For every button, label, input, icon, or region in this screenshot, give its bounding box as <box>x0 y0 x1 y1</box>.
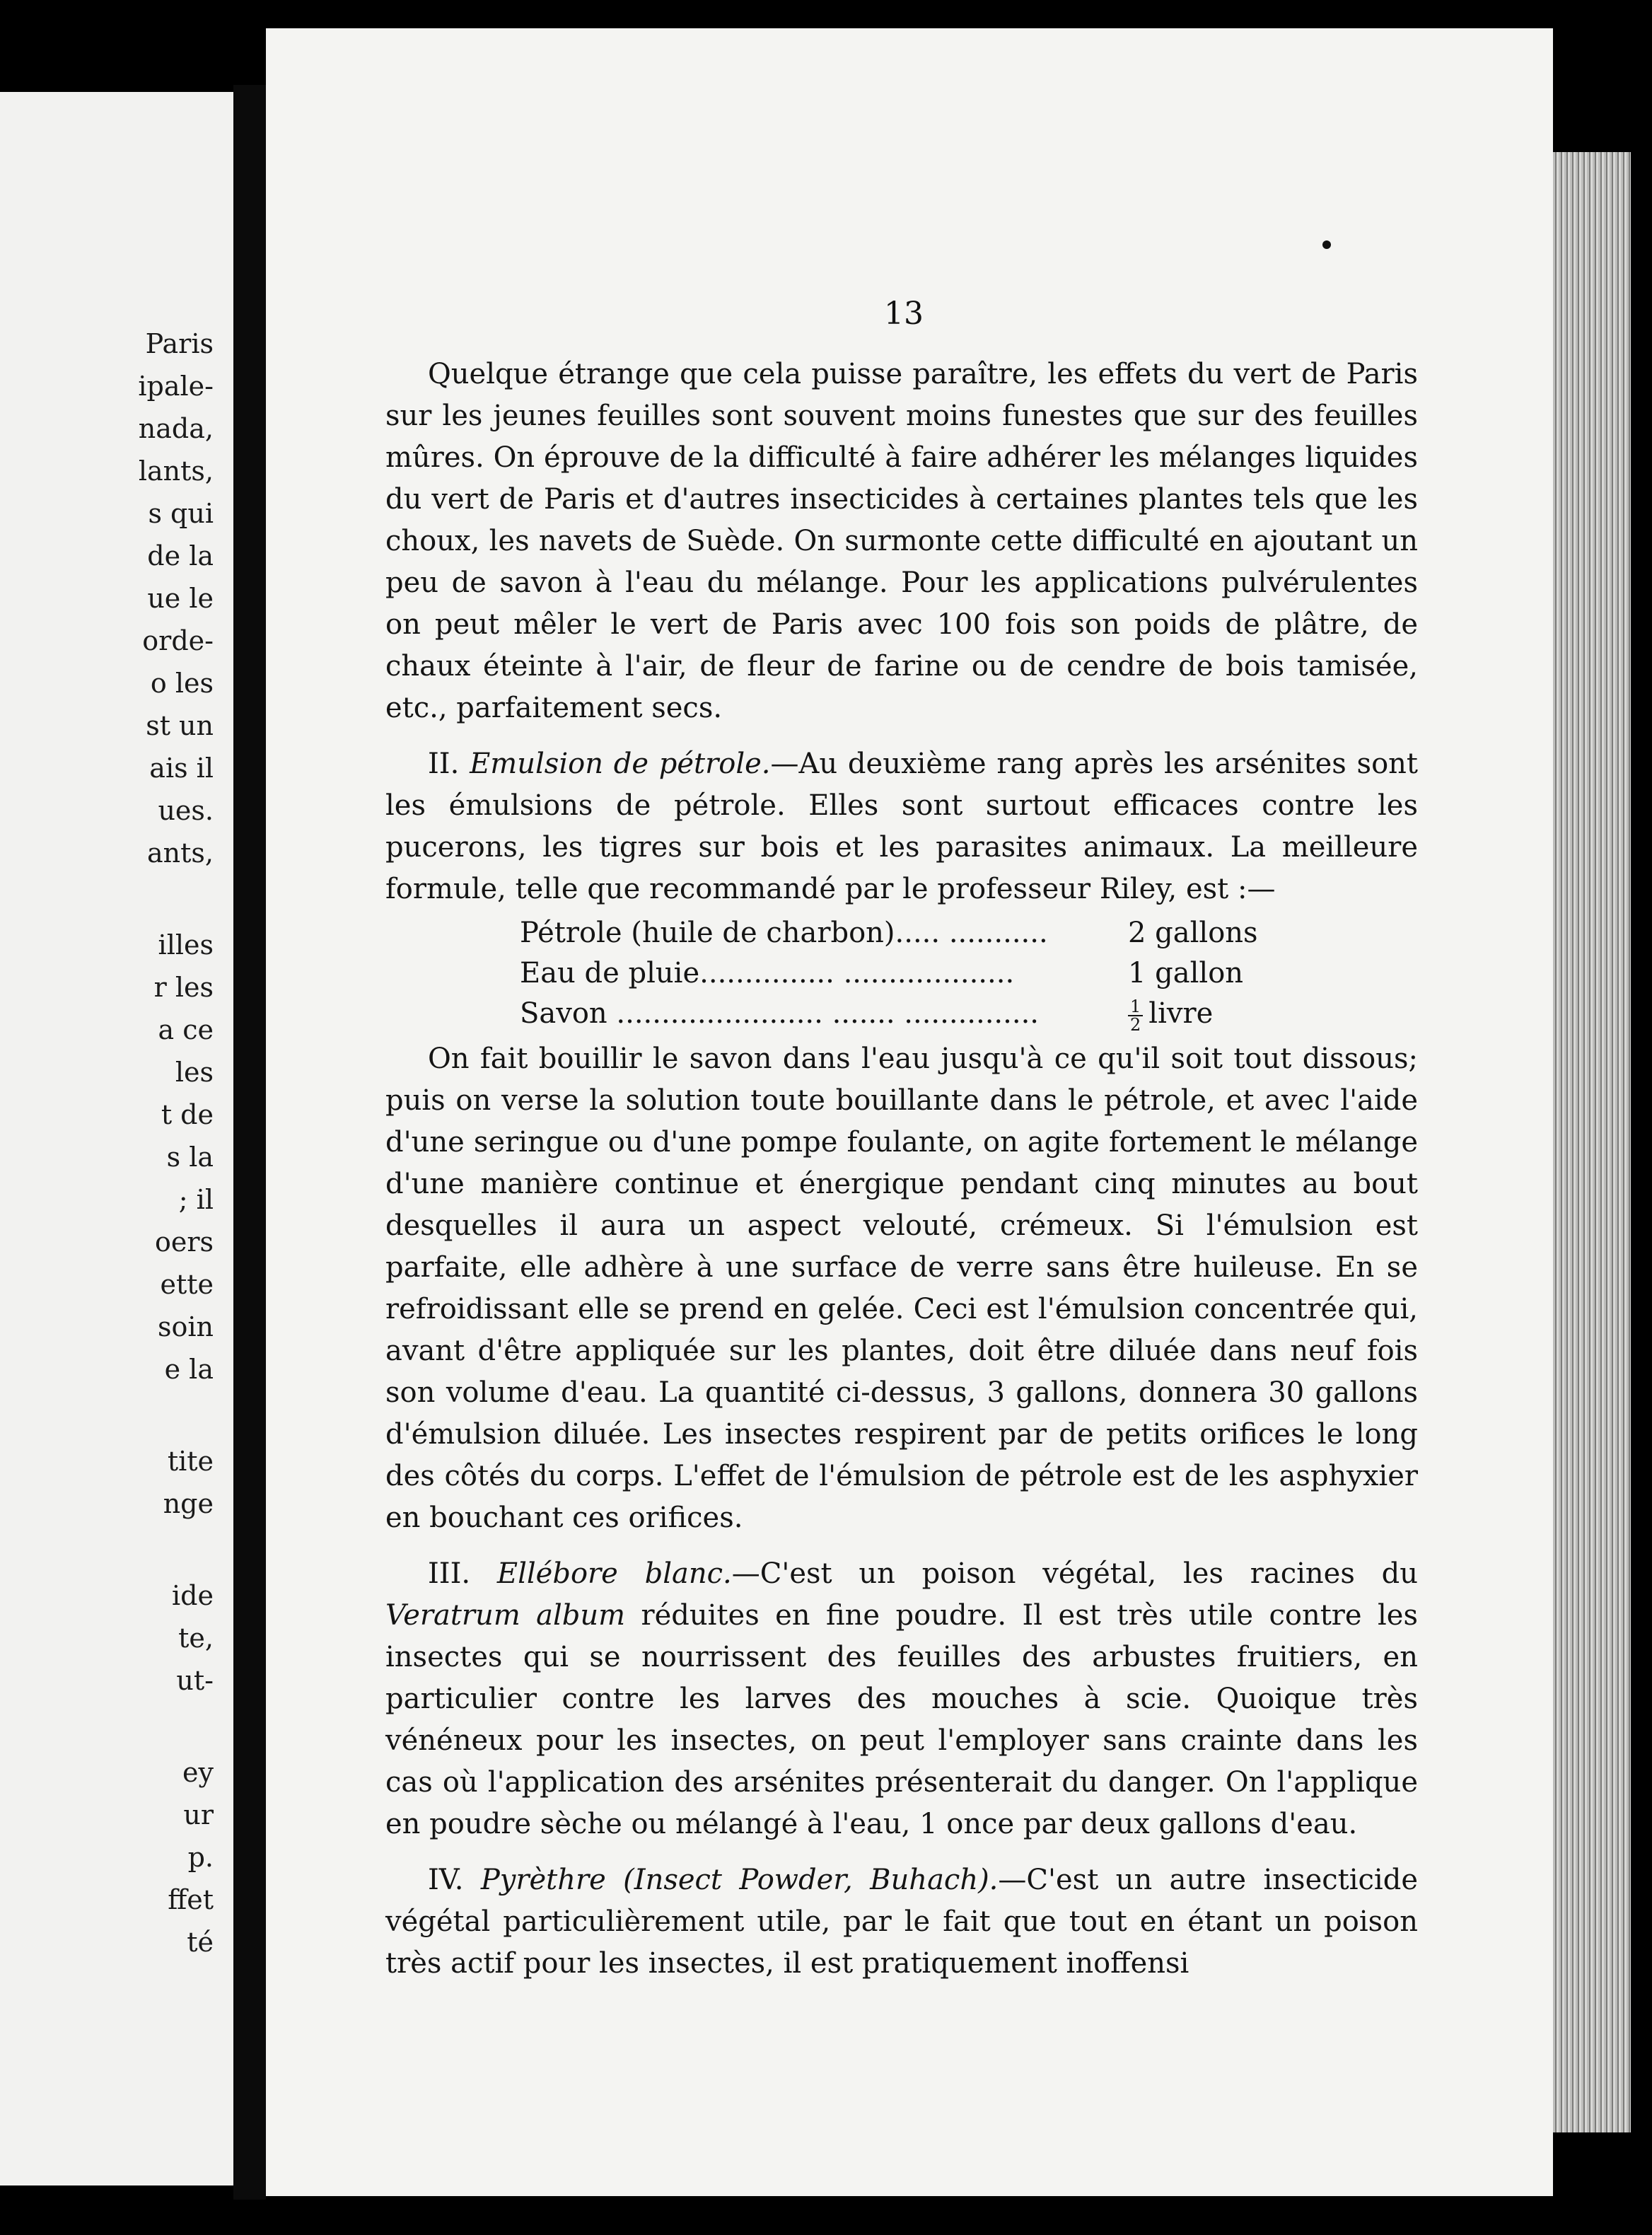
left-fragment-line: r les <box>153 972 214 1003</box>
left-fragment-line: té <box>187 1927 214 1958</box>
page-body <box>385 354 1418 1985</box>
left-fragment-line: Paris <box>145 328 214 359</box>
fraction-numerator: 1 <box>1128 998 1143 1016</box>
left-fragment-line: st un <box>146 710 214 741</box>
section-number: II. <box>428 748 460 780</box>
left-page-fragment <box>0 92 233 2185</box>
paragraph-vert-de-paris: Quelque étrange que cela puisse paraître, les effets du vert de Paris sur les jeunes feuilles sont souvent moins funestes que sur des feuilles mûres. On éprouve de la difficulté à faire adhérer les mélanges liquides du vert de Paris et d'autres insecticides à certaines plantes tels que les choux, les navets de Suède. On surmonte cette difficulté en ajoutant un peu de savon à l'eau du mélange. Pour les applications pulvérulentes on peut mêler le vert de Paris avec 100 fois son poids de plâtre, de chaux éteinte à l'air, de fleur de farine ou de cendre de bois tamisée, etc., parfaitement secs. <box>385 358 1418 724</box>
left-fragment-line: illes <box>158 929 214 960</box>
page-edges <box>1553 152 1631 2132</box>
page-number: 13 <box>884 296 924 332</box>
left-fragment-line: s qui <box>148 498 214 529</box>
left-fragment-line: ; il <box>178 1184 214 1215</box>
formula-row <box>520 913 1291 953</box>
section-text: —C'est un autre insecticide végétal particulièrement utile, par le fait que tout en étant un poison très actif pour les insectes, il est pratiquement inoffensi <box>385 1864 1418 1980</box>
formula-row <box>520 994 1291 1034</box>
left-fragment-line: les <box>175 1057 214 1088</box>
fraction <box>1128 998 1143 1033</box>
section-text: réduites en fine poudre. Il est très utile contre les insectes qui se nourrissent des feuilles des arbustes fruitiers, en particulier contre les larves des mouches à scie. Quoique très vénéneux pour les insectes, on peut l'employer sans crainte dans les cas où l'application des arsénites présenterait du danger. On l'applique en poudre sèche ou mélangé à l'eau, 1 once par deux gallons d'eau. <box>385 1599 1418 1840</box>
left-fragment-line: ette <box>160 1269 214 1300</box>
left-fragment-line: ffet <box>168 1884 214 1915</box>
section-text: —C'est un poison végétal, les racines du <box>731 1557 1418 1590</box>
section-pyrethre <box>385 1859 1418 1985</box>
left-fragment-line: ue le <box>147 583 214 614</box>
left-fragment-line: de la <box>147 540 214 571</box>
section-text: —Au deuxième rang après les arsénites sont les émulsions de pétrole. Elles sont surtout efficaces contre les pucerons, les tigres sur bois et les parasites animaux. La meilleure formule, telle que recommandé par le professeur Riley, est :— <box>385 748 1418 905</box>
left-fragment-line: oers <box>154 1226 214 1258</box>
section-ellebore-blanc <box>385 1553 1418 1845</box>
left-fragment-line: p. <box>187 1842 214 1873</box>
left-fragment-line: orde- <box>142 625 214 656</box>
section-title: Ellébore blanc. <box>496 1557 732 1590</box>
formula-item: Savon ....................... ....... ............... <box>520 997 1040 1030</box>
left-fragment-line: ais il <box>149 753 214 784</box>
section-title: Pyrèthre (Insect Powder, Buhach). <box>480 1864 999 1896</box>
book-gutter <box>233 85 266 2200</box>
left-fragment-line: tite <box>167 1446 214 1477</box>
left-fragment-line: s la <box>166 1142 214 1173</box>
left-fragment-line: soin <box>157 1311 214 1342</box>
left-fragment-line: o les <box>150 668 214 699</box>
left-fragment-line: e la <box>164 1354 214 1385</box>
ink-speck <box>1322 240 1331 249</box>
section-title: Emulsion de pétrole. <box>470 748 771 780</box>
paragraph-preparation: On fait bouillir le savon dans l'eau jusqu'à ce qu'il soit tout dissous; puis on verse la solution toute bouillante dans le pétrole, et avec l'aide d'une seringue ou d'une pompe foulante, on agite fortement le mélange d'une manière continue et énergique pendant cinq minutes au bout desquelles il aura un aspect velouté, crémeux. Si l'émulsion est parfaite, elle adhère à une surface de verre sans être huileuse. En se refroidissant elle se prend en gelée. Ceci est l'émulsion concentrée qui, avant d'être appliquée sur les plantes, doit être diluée dans neuf fois son volume d'eau. La quantité ci-dessus, 3 gallons, donnera 30 gallons d'émulsion diluée. Les insectes respirent par de petits orifices le long des côtés du corps. L'effet de l'émulsion de pétrole est de les asphyxier en bouchant ces orifices. <box>385 1043 1418 1534</box>
left-fragment-line: lants, <box>138 455 214 487</box>
fraction-denominator: 2 <box>1130 1015 1141 1035</box>
formula-item: Eau de pluie............... ................... <box>520 957 1015 989</box>
left-fragment-line: ues. <box>158 795 214 826</box>
left-fragment-line: t de <box>161 1099 214 1130</box>
left-fragment-line: nada, <box>138 413 214 444</box>
left-fragment-line: te, <box>178 1622 214 1654</box>
left-fragment-line: ut- <box>176 1665 214 1696</box>
formula-table <box>520 913 1291 1034</box>
section-emulsion-de-petrole <box>385 743 1418 910</box>
left-fragment-line: nge <box>163 1488 214 1519</box>
left-fragment-line: ey <box>182 1757 214 1788</box>
formula-unit: livre <box>1148 997 1214 1030</box>
left-fragment-line: a ce <box>158 1014 214 1045</box>
section-number: III. <box>428 1557 471 1590</box>
formula-quantity: 1 gallon <box>1128 957 1244 989</box>
formula-row <box>520 953 1291 994</box>
left-fragment-line: ipale- <box>138 371 214 402</box>
section-number: IV. <box>428 1864 464 1896</box>
left-fragment-line: ur <box>183 1799 214 1830</box>
formula-item: Pétrole (huile de charbon)..... ........... <box>520 917 1048 949</box>
formula-quantity <box>1128 994 1291 1034</box>
left-fragment-line: ide <box>172 1580 214 1611</box>
latin-name: Veratrum album <box>385 1599 626 1632</box>
left-fragment-line: ants, <box>147 837 214 869</box>
formula-quantity: 2 gallons <box>1128 917 1258 949</box>
